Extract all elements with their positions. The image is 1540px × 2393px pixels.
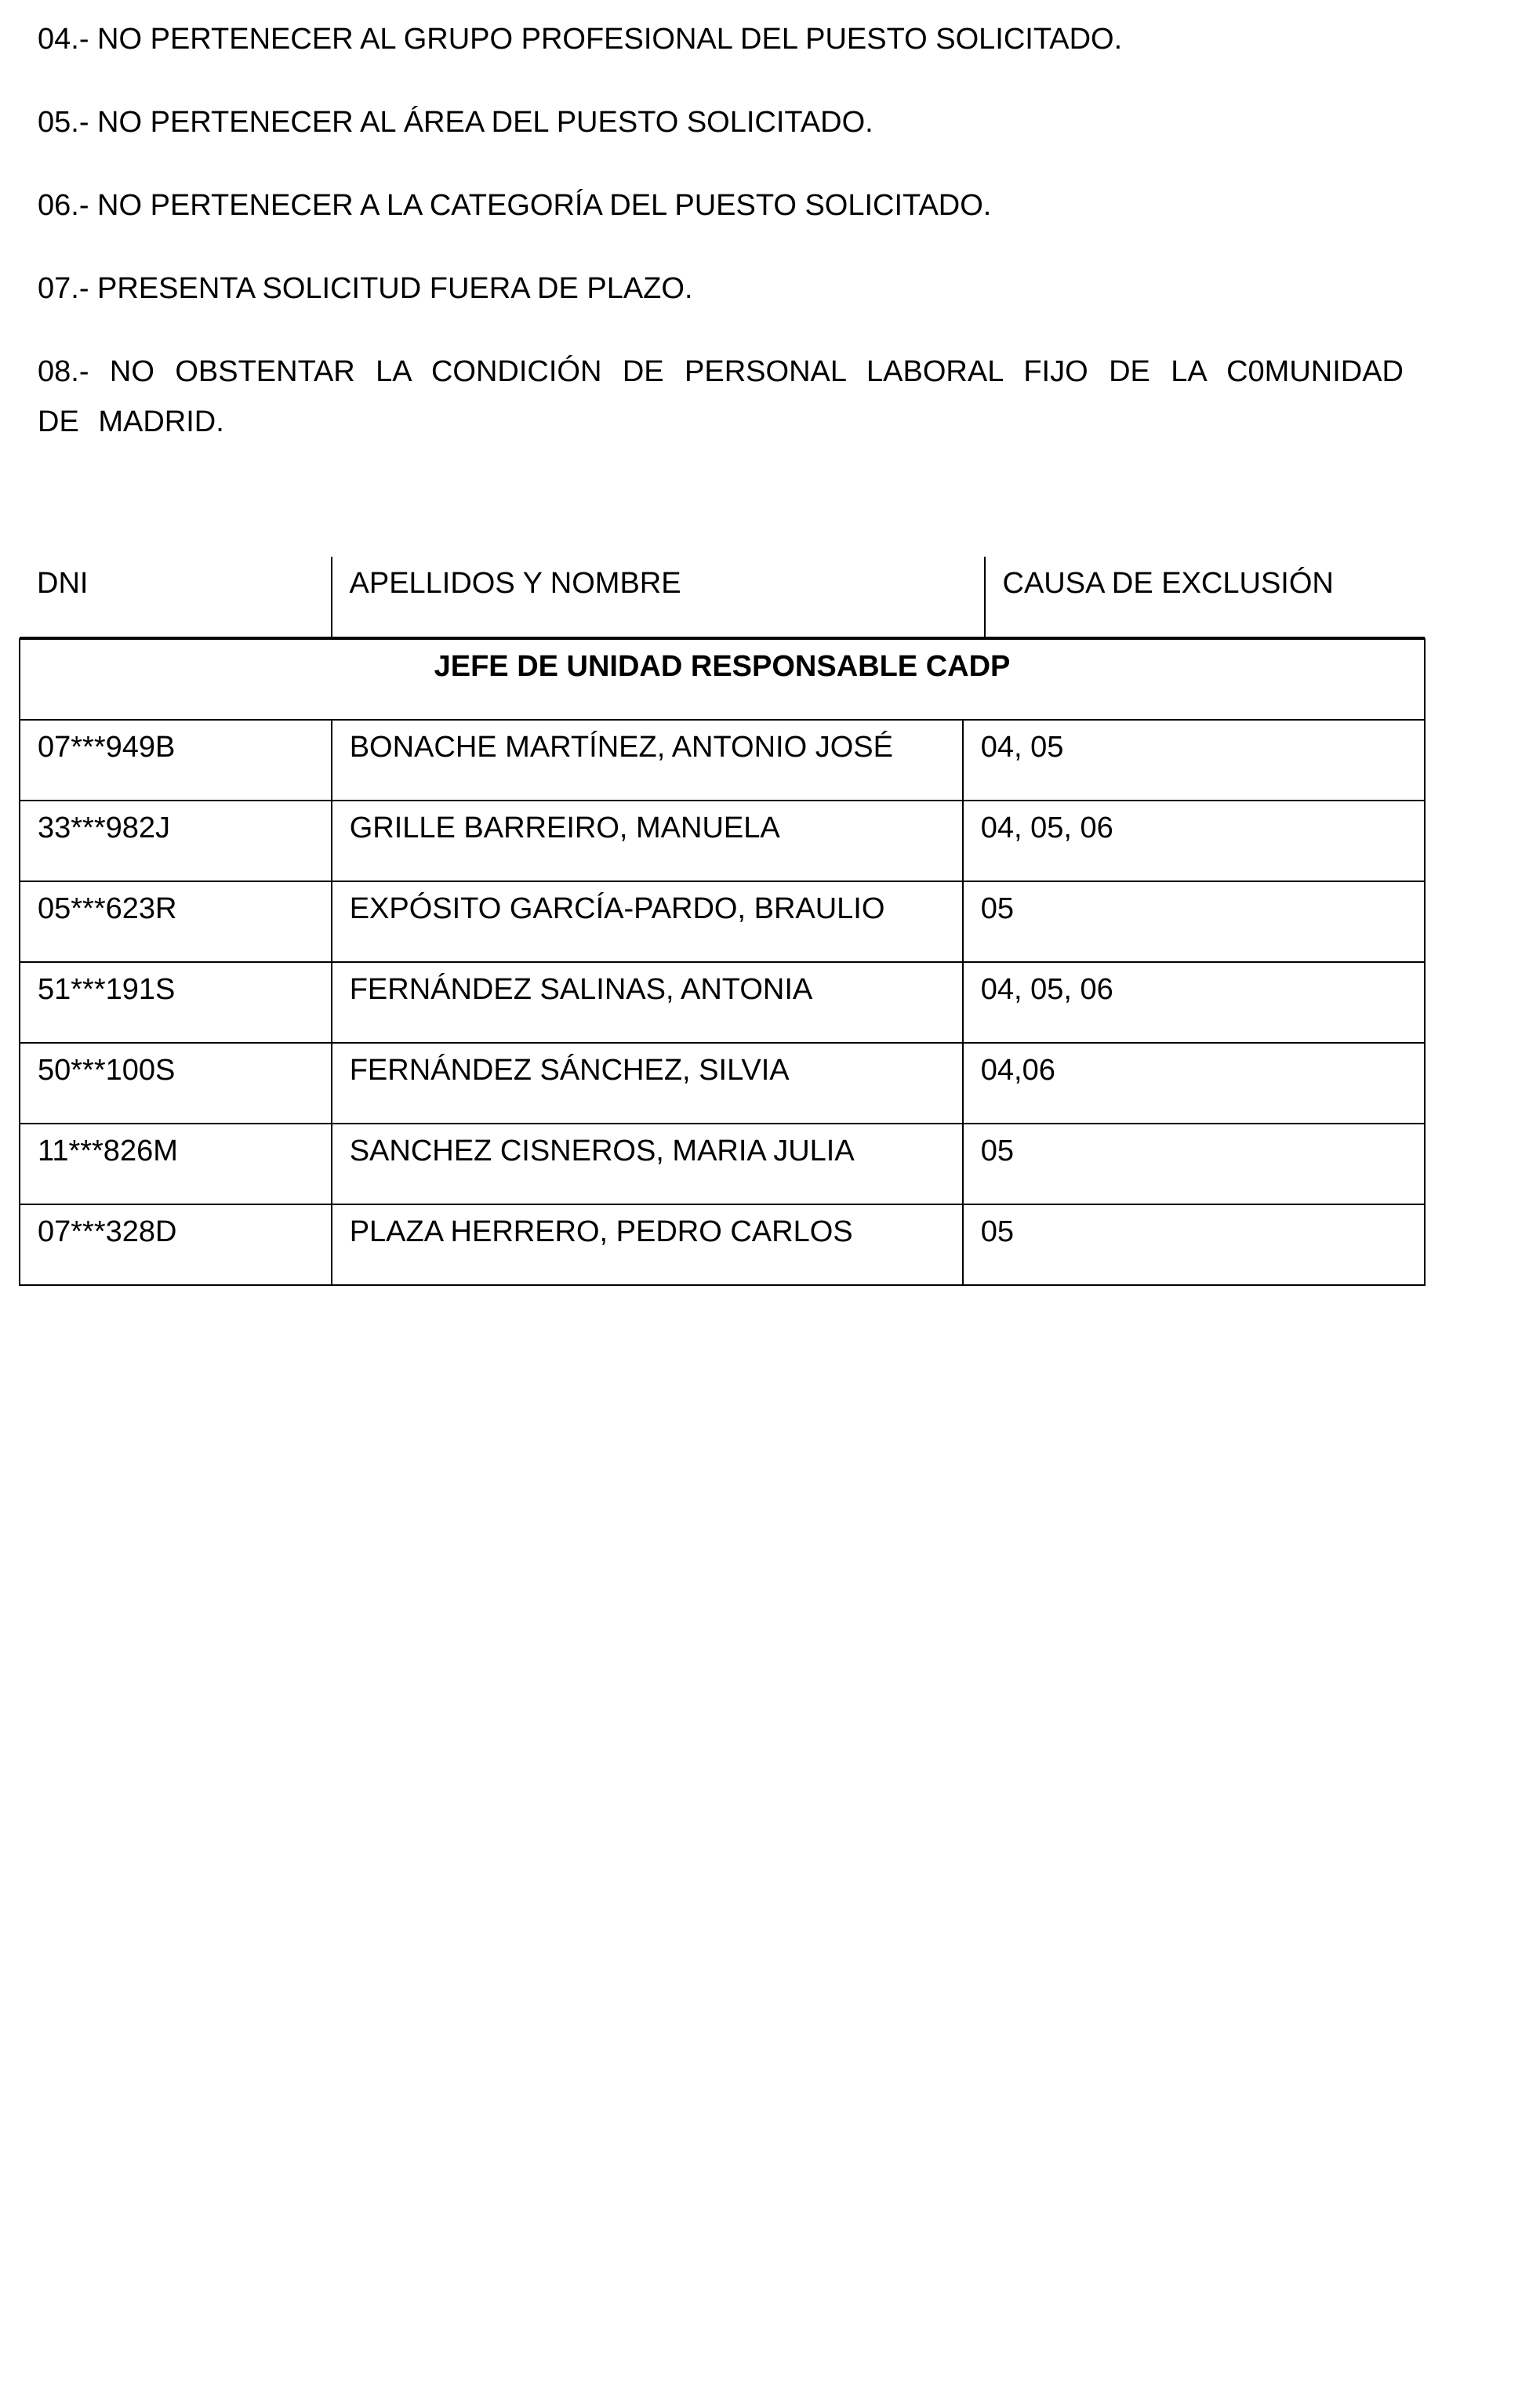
row-dni: 05***623R xyxy=(20,881,332,962)
excluded-applicants-table xyxy=(19,557,1426,1286)
row-name: BONACHE MARTÍNEZ, ANTONIO JOSÉ xyxy=(332,720,963,801)
exclusion-causes-list xyxy=(38,14,1404,480)
row-causa: 04, 05, 06 xyxy=(963,801,1425,881)
row-dni: 51***191S xyxy=(20,962,332,1043)
row-name: SANCHEZ CISNEROS, MARIA JULIA xyxy=(332,1124,963,1204)
table-row xyxy=(20,962,1425,1043)
section-title: JEFE DE UNIDAD RESPONSABLE CADP xyxy=(20,639,1425,720)
row-causa: 04,06 xyxy=(963,1043,1425,1124)
table-row xyxy=(20,801,1425,881)
row-name: FERNÁNDEZ SALINAS, ANTONIA xyxy=(332,962,963,1043)
cause-05: 05.- NO PERTENECER AL ÁREA DEL PUESTO SOLICITADO. xyxy=(38,106,874,139)
row-name: GRILLE BARREIRO, MANUELA xyxy=(332,801,963,881)
row-dni: 33***982J xyxy=(20,801,332,881)
header-dni: DNI xyxy=(20,557,332,637)
cause-04: 04.- NO PERTENECER AL GRUPO PROFESIONAL DEL PUESTO SOLICITADO. xyxy=(38,23,1123,56)
row-causa: 05 xyxy=(963,1124,1425,1204)
row-dni: 07***949B xyxy=(20,720,332,801)
table-row xyxy=(20,1043,1425,1124)
row-name: FERNÁNDEZ SÁNCHEZ, SILVIA xyxy=(332,1043,963,1124)
table-row xyxy=(20,1204,1425,1285)
row-dni: 50***100S xyxy=(20,1043,332,1124)
table-row xyxy=(20,720,1425,801)
row-causa: 05 xyxy=(963,1204,1425,1285)
cause-08: 08.- NO OBSTENTAR LA CONDICIÓN DE PERSONAL LABORAL FIJO DE LA C0MUNIDAD DE MADRID. xyxy=(38,355,1404,438)
section-row xyxy=(20,639,1425,720)
table-row xyxy=(20,1124,1425,1204)
cause-06: 06.- NO PERTENECER A LA CATEGORÍA DEL PUESTO SOLICITADO. xyxy=(38,189,992,222)
table-row xyxy=(20,881,1425,962)
table-header-row xyxy=(20,557,1425,639)
row-causa: 05 xyxy=(963,881,1425,962)
header-name: APELLIDOS Y NOMBRE xyxy=(332,557,985,637)
row-name: EXPÓSITO GARCÍA-PARDO, BRAULIO xyxy=(332,881,963,962)
row-dni: 07***328D xyxy=(20,1204,332,1285)
row-name: PLAZA HERRERO, PEDRO CARLOS xyxy=(332,1204,963,1285)
row-causa: 04, 05, 06 xyxy=(963,962,1425,1043)
row-causa: 04, 05 xyxy=(963,720,1425,801)
header-causa: CAUSA DE EXCLUSIÓN xyxy=(985,557,1426,637)
cause-07: 07.- PRESENTA SOLICITUD FUERA DE PLAZO. xyxy=(38,272,693,305)
row-dni: 11***826M xyxy=(20,1124,332,1204)
